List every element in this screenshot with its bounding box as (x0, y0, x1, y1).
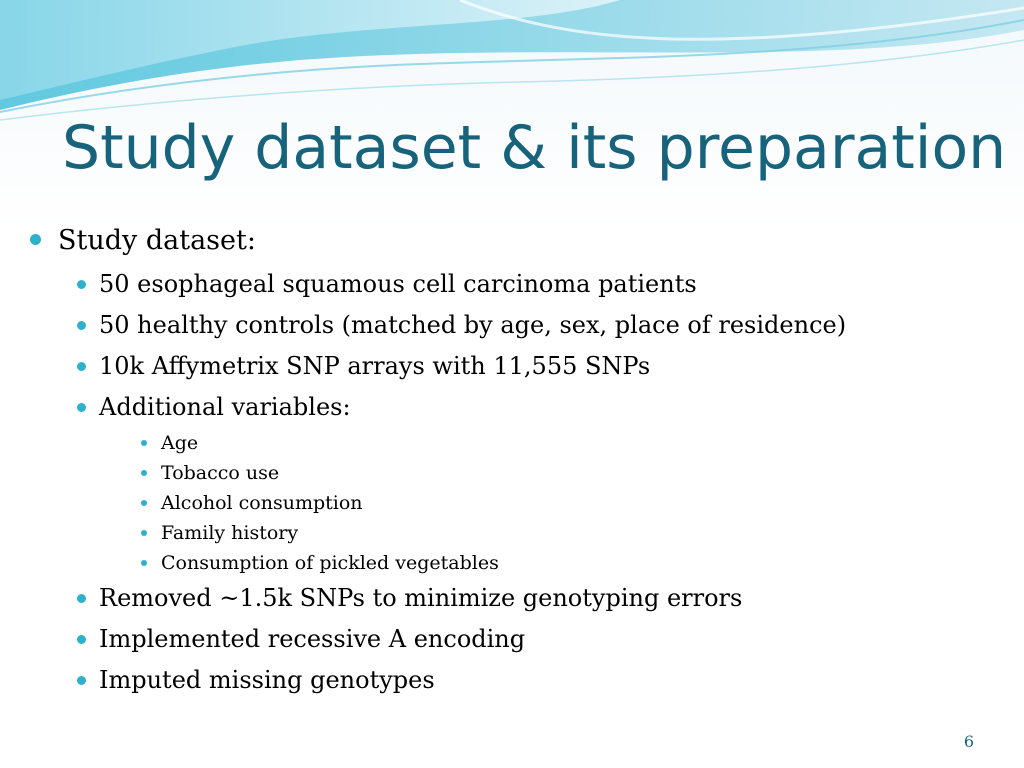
bullet-dot-icon (141, 500, 147, 506)
bullet-text: Alcohol consumption (161, 492, 363, 514)
bullet-dot-icon (141, 470, 147, 476)
bullet-dot-icon (77, 280, 86, 289)
bullet-text: Additional variables: (99, 393, 351, 421)
bullet-dot-icon (77, 676, 86, 685)
bullet-dot-icon (141, 560, 147, 566)
sub-bullet-tobacco (161, 458, 1024, 488)
slide-title: Study dataset & its preparation (62, 113, 1007, 183)
bullet-dot-icon (141, 440, 147, 446)
bullet-imputed-genotypes (99, 660, 1024, 701)
bullet-dot-icon (77, 321, 86, 330)
bullet-patients (99, 264, 1024, 305)
bullet-text: Tobacco use (161, 462, 280, 484)
bullet-list (0, 218, 1024, 701)
bullet-controls (99, 305, 1024, 346)
bullet-study-dataset (58, 218, 1024, 264)
bullet-text: Implemented recessive A encoding (99, 625, 526, 653)
bullet-dot-icon (77, 362, 86, 371)
bullet-removed-snps (99, 578, 1024, 619)
bullet-text: Family history (161, 522, 299, 544)
bullet-dot-icon (30, 234, 41, 245)
bullet-text: 50 esophageal squamous cell carcinoma patients (99, 270, 697, 298)
bullet-snp-arrays (99, 346, 1024, 387)
bullet-dot-icon (77, 403, 86, 412)
bullet-additional-variables (99, 387, 1024, 428)
bullet-dot-icon (77, 594, 86, 603)
sub-bullet-alcohol (161, 488, 1024, 518)
bullet-text: 10k Affymetrix SNP arrays with 11,555 SNPs (99, 352, 651, 380)
sub-bullet-pickled-vegetables (161, 548, 1024, 578)
bullet-dot-icon (77, 635, 86, 644)
bullet-text: Removed ~1.5k SNPs to minimize genotyping errors (99, 584, 743, 612)
bullet-text: Consumption of pickled vegetables (161, 552, 499, 574)
bullet-dot-icon (141, 530, 147, 536)
bullet-text: Imputed missing genotypes (99, 666, 435, 694)
bullet-recessive-encoding (99, 619, 1024, 660)
sub-bullet-age (161, 428, 1024, 458)
bullet-text: 50 healthy controls (matched by age, sex, place of residence) (99, 311, 847, 339)
bullet-text: Age (161, 432, 199, 454)
bullet-text: Study dataset: (58, 225, 256, 256)
sub-bullet-family-history (161, 518, 1024, 548)
page-number: 6 (963, 732, 974, 751)
